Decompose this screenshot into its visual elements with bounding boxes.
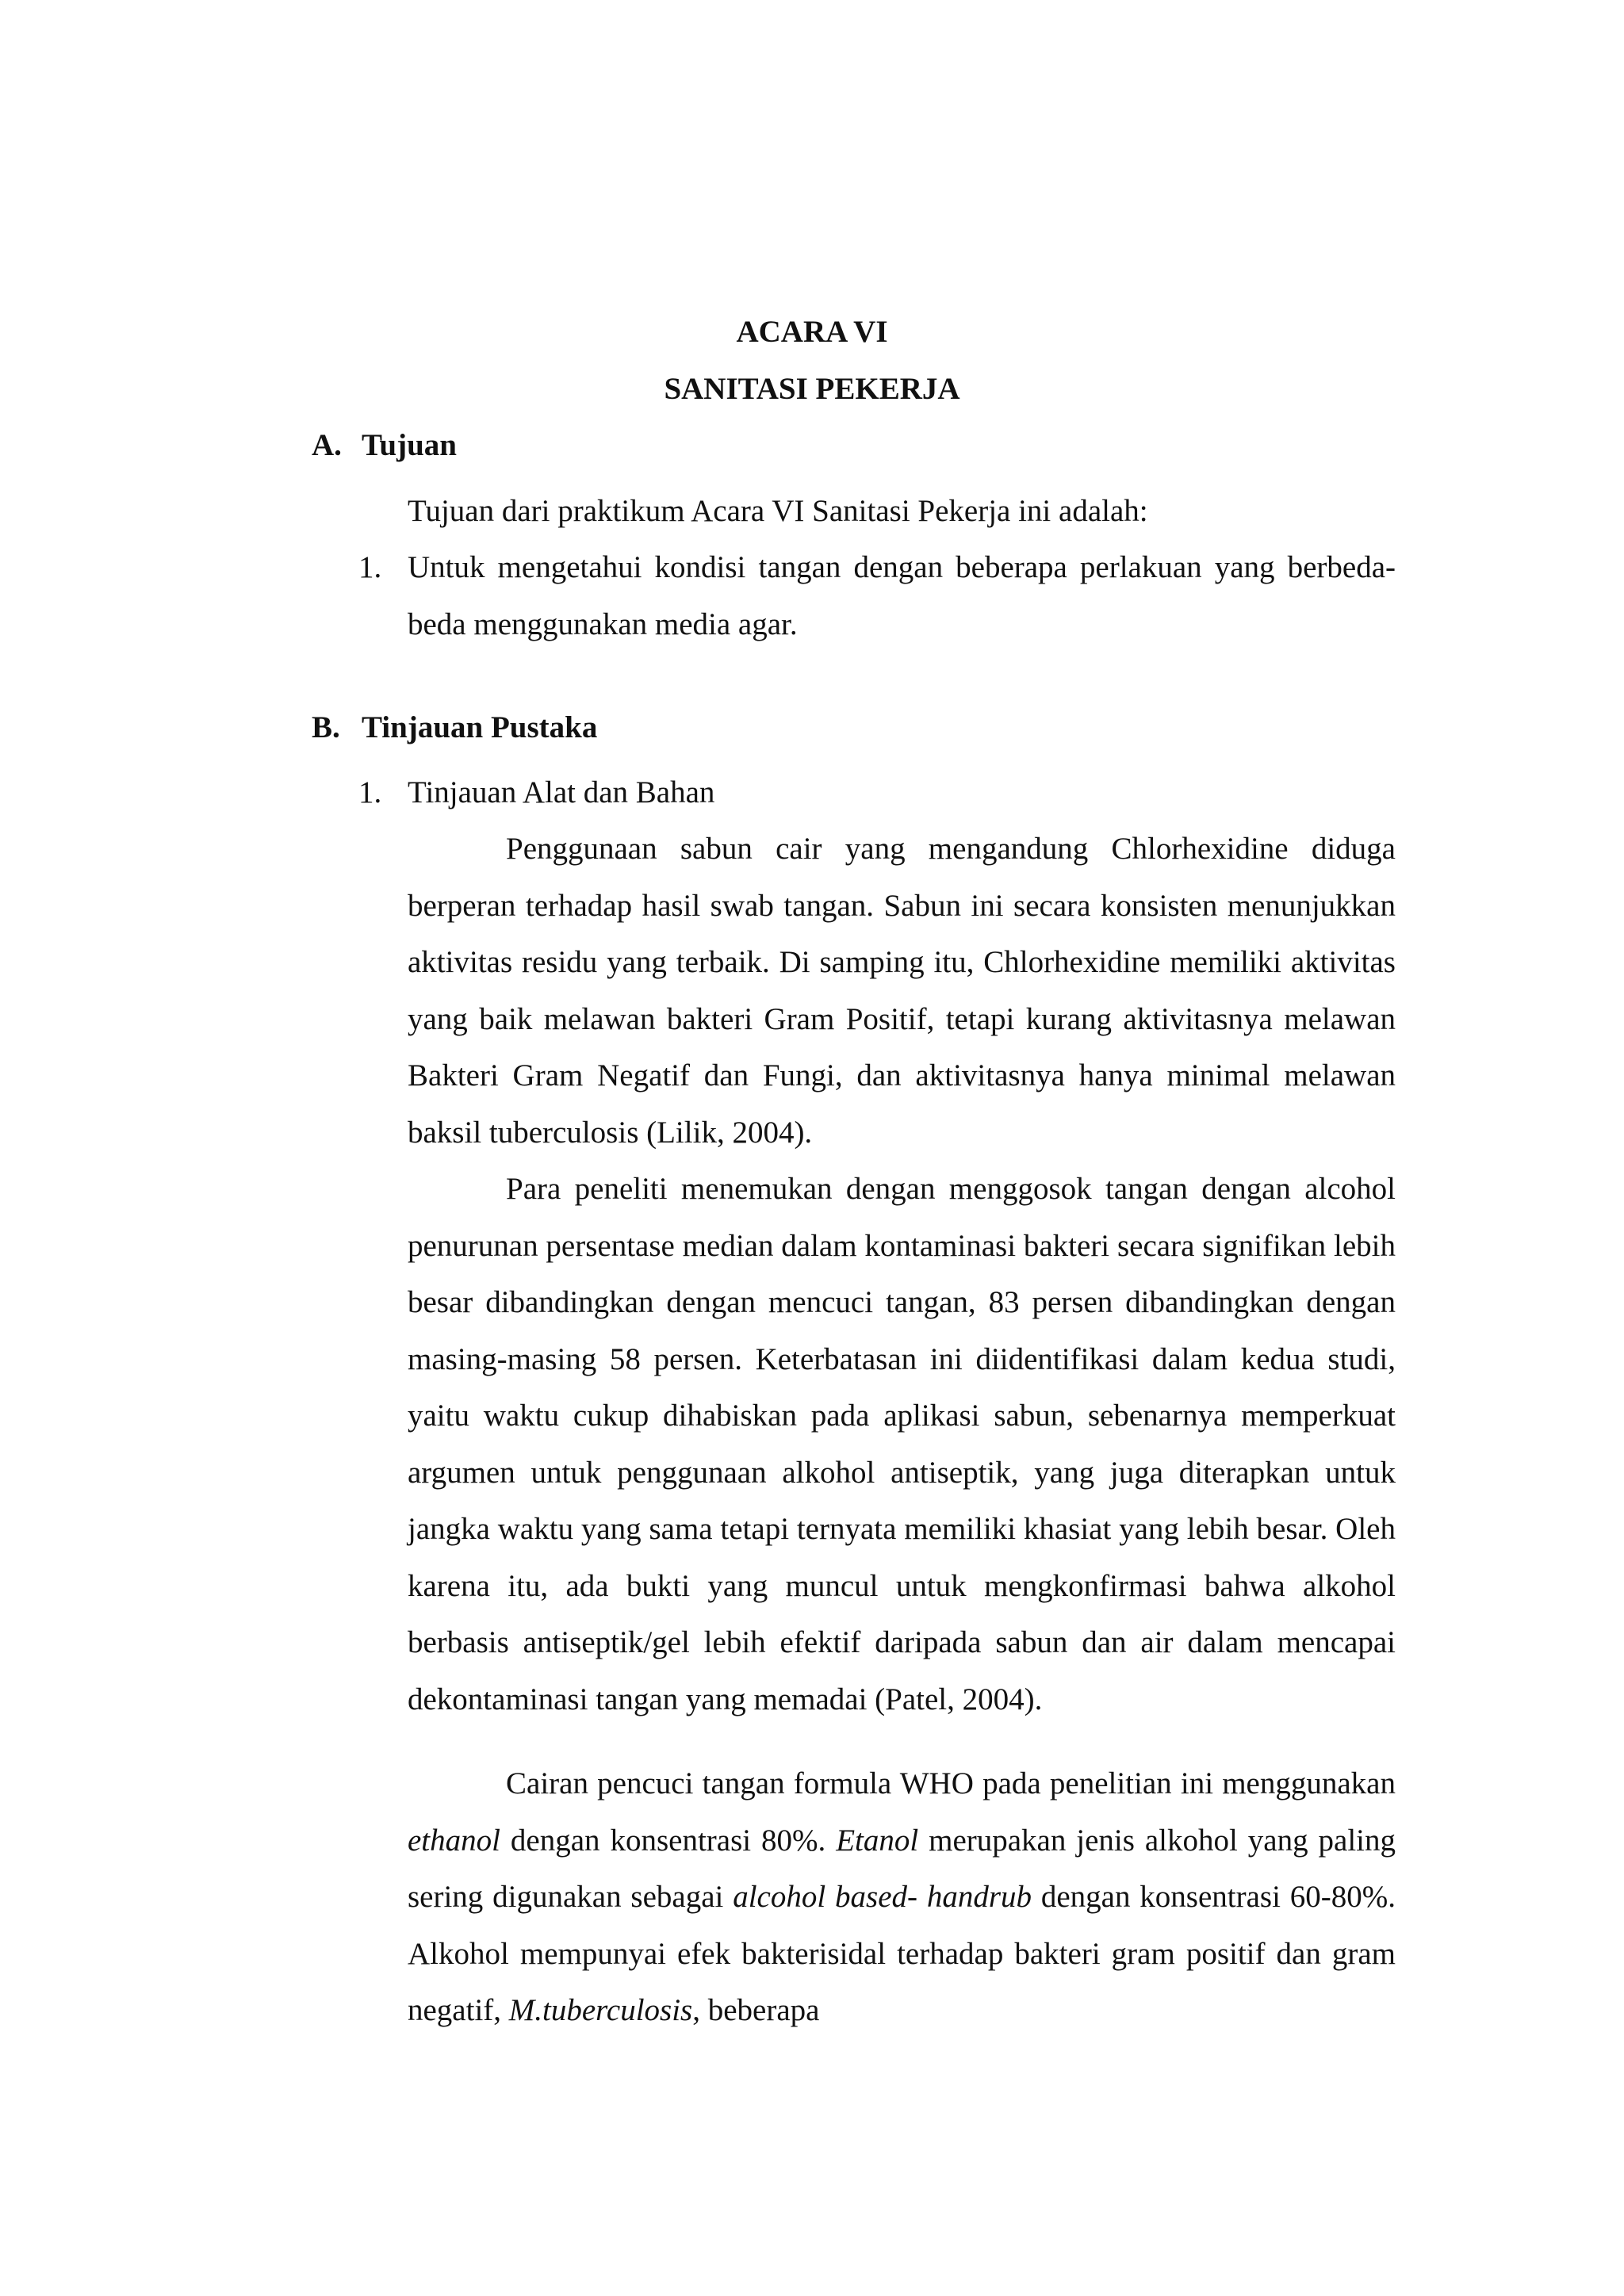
- list-number: 1.: [358, 550, 382, 584]
- paragraph-text-segment: merupakan jenis alkohol yang paling sering digunakan sebagai: [408, 1823, 1396, 1914]
- italic-term: ethanol: [408, 1823, 500, 1858]
- section-b-heading: [312, 707, 597, 748]
- list-item-text: Untuk mengetahui kondisi tangan dengan beberapa perlakuan yang berbeda-beda menggunakan media agar.: [408, 550, 1396, 641]
- paragraph-who-formula: [408, 1755, 1396, 2039]
- list-item-text: Tinjauan Alat dan Bahan: [408, 775, 715, 809]
- list-number: 1.: [358, 775, 382, 809]
- section-a-title: Tujuan: [362, 428, 457, 462]
- paragraph-chlorhexidine: Penggunaan sabun cair yang mengandung Chlorhexidine diduga berperan terhadap hasil swab tangan. Sabun ini secara konsisten menunjukkan aktivitas residu yang terbaik. Di samping itu, Chlorhexidine memiliki aktivitas yang baik melawan bakteri Gram Positif, tetapi kurang aktivitasnya melawan Bakteri Gram Negatif dan Fungi, dan aktivitasnya hanya minimal melawan baksil tuberculosis (Lilik, 2004).: [408, 832, 1396, 1150]
- paragraph-text-segment: Cairan pencuci tangan formula WHO pada penelitian ini menggunakan: [506, 1766, 1396, 1800]
- italic-term: Etanol: [836, 1823, 919, 1858]
- italic-term: alcohol based- handrub: [733, 1880, 1032, 1914]
- document-title: ACARA VI: [736, 315, 888, 349]
- paragraph-text-segment: dengan konsentrasi 80%.: [500, 1823, 837, 1858]
- section-b-list-item: [358, 764, 1396, 821]
- section-b-marker: B.: [312, 710, 340, 744]
- section-a-marker: A.: [312, 428, 342, 462]
- section-b-title: Tinjauan Pustaka: [362, 710, 598, 744]
- paragraph-text-segment: dengan konsentrasi 60-80%. Alkohol mempunyai efek bakterisidal terhadap bakteri gram positif dan gram negatif,: [408, 1880, 1396, 2027]
- italic-term: M.tuberculosis: [508, 1993, 693, 2027]
- paragraph-alcohol-study: Para peneliti menemukan dengan menggosok tangan dengan alcohol penurunan persentase median dalam kontaminasi bakteri secara signifikan lebih besar dibandingkan dengan mencuci tangan, 83 persen dibandingkan dengan masing-masing 58 persen. Keterbatasan ini diidentifikasi dalam kedua studi, yaitu waktu cukup dihabiskan pada aplikasi sabun, sebenarnya memperkuat argumen untuk penggunaan alkohol antiseptik, yang juga diterapkan untuk jangka waktu yang sama tetapi ternyata memiliki khasiat yang lebih besar. Oleh karena itu, ada bukti yang muncul untuk mengkonfirmasi bahwa alkohol berbasis antiseptik/gel lebih efektif daripada sabun dan air dalam mencapai dekontaminasi tangan yang memadai (Patel, 2004).: [408, 1172, 1396, 1716]
- section-a-intro: Tujuan dari praktikum Acara VI Sanitasi Pekerja ini adalah:: [408, 494, 1148, 528]
- document-subtitle: SANITASI PEKERJA: [664, 372, 960, 406]
- section-a-heading: [312, 425, 457, 466]
- paragraph-text-segment: , beberapa: [692, 1993, 820, 2027]
- section-a-list-item: [358, 539, 1396, 652]
